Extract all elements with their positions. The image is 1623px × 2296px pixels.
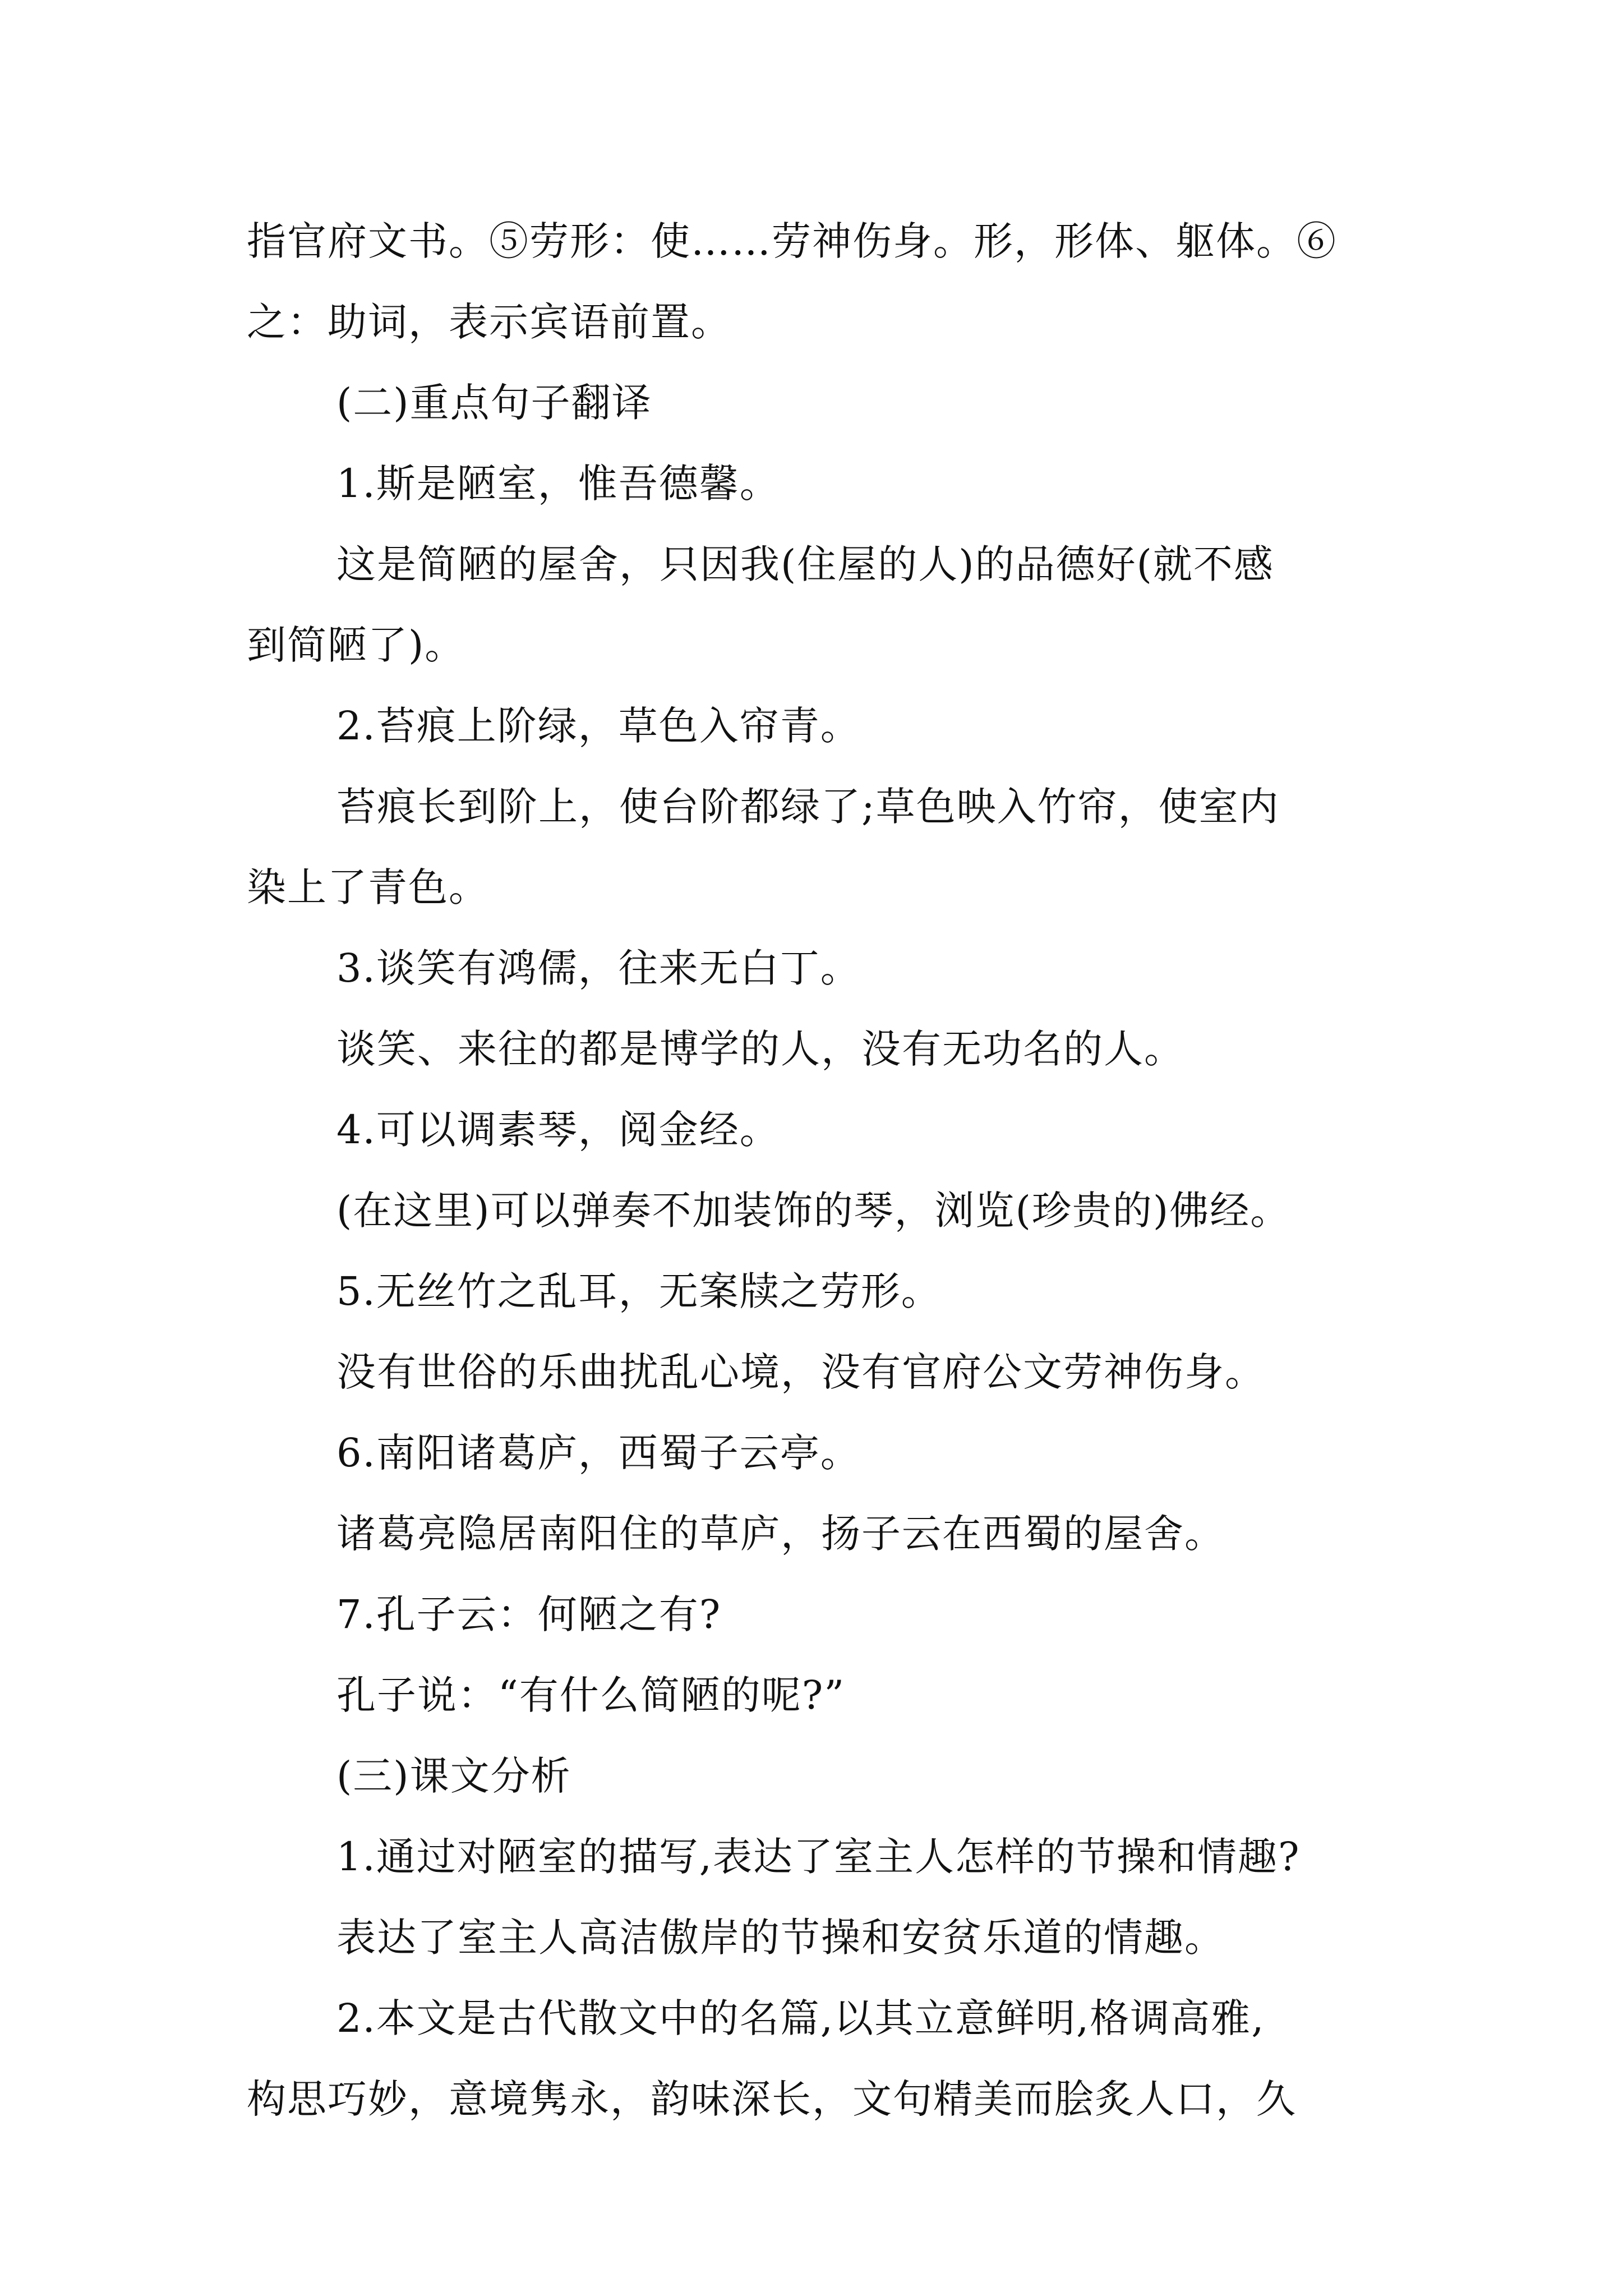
translation-5: 没有世俗的乐曲扰乱心境，没有官府公文劳神伤身。 — [336, 1349, 1265, 1395]
sentence-7: 7.孔子云：何陋之有? — [336, 1591, 722, 1637]
translation-3: 谈笑、来往的都是博学的人，没有无功名的人。 — [336, 1026, 1184, 1072]
sentence-6: 6.南阳诸葛庐，西蜀子云亭。 — [336, 1430, 861, 1476]
translation-4: (在这里)可以弹奏不加装饰的琴，浏览(珍贵的)佛经。 — [336, 1188, 1291, 1234]
section-heading-analysis: (三)课文分析 — [336, 1753, 571, 1799]
text-line-2: 之：助词，表示宾语前置。 — [247, 299, 731, 345]
sentence-1: 1.斯是陋室，惟吾德馨。 — [336, 461, 780, 507]
translation-1-cont: 到简陋了)。 — [247, 622, 465, 668]
translation-7: 孔子说：“有什么简陋的呢?” — [336, 1672, 846, 1718]
analysis-answer-1: 表达了室主人高洁傲岸的节操和安贫乐道的情趣。 — [336, 1915, 1225, 1961]
translation-2-cont: 染上了青色。 — [247, 864, 489, 910]
sentence-4: 4.可以调素琴，阅金经。 — [336, 1107, 780, 1153]
translation-1: 这是简陋的屋舍，只因我(住屋的人)的品德好(就不感 — [336, 541, 1274, 587]
translation-6: 诸葛亮隐居南阳住的草庐，扬子云在西蜀的屋舍。 — [336, 1511, 1225, 1557]
translation-2: 苔痕长到阶上，使台阶都绿了;草色映入竹帘，使室内 — [336, 784, 1280, 830]
analysis-question-2: 2.本文是古代散文中的名篇,以其立意鲜明,格调高雅, — [336, 1995, 1265, 2041]
sentence-5: 5.无丝竹之乱耳，无案牍之劳形。 — [336, 1268, 942, 1314]
sentence-2: 2.苔痕上阶绿，草色入帘青。 — [336, 703, 861, 749]
text-line-1: 指官府文书。⑤劳形：使……劳神伤身。形，形体、躯体。⑥ — [247, 218, 1337, 264]
section-heading-key-sentences: (二)重点句子翻译 — [336, 380, 652, 426]
document-body — [247, 201, 1380, 2139]
sentence-3: 3.谈笑有鸿儒，往来无白丁。 — [336, 945, 861, 991]
analysis-question-2-cont: 构思巧妙，意境隽永，韵味深长，文句精美而脍炙人口，久 — [247, 2076, 1297, 2122]
analysis-question-1: 1.通过对陋室的描写,表达了室主人怎样的节操和情趣? — [336, 1834, 1301, 1880]
